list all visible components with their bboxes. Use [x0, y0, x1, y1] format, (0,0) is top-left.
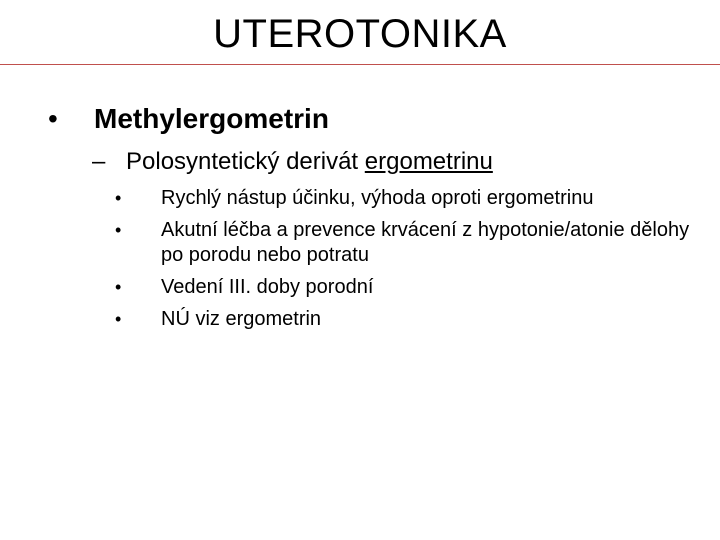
title-divider: [0, 64, 720, 65]
subheading-item: [92, 146, 493, 178]
list-item-text: Rychlý nástup účinku, výhoda oproti ergometrinu: [161, 187, 594, 209]
bullet-icon: •: [115, 309, 122, 329]
subheading-text: Polosyntetický derivát: [126, 148, 365, 175]
bullet-icon: •: [115, 220, 122, 240]
bullet-icon: •: [115, 188, 122, 208]
list-item-text: Vedení III. doby porodní: [161, 276, 374, 298]
bullet-icon: •: [115, 277, 122, 297]
bullet-icon: •: [48, 103, 58, 134]
list-item-text: NÚ viz ergometrin: [161, 308, 322, 330]
slide-title: UTEROTONIKA: [213, 12, 507, 56]
list-item: [112, 307, 712, 332]
subheading-link[interactable]: ergometrinu: [364, 148, 493, 175]
dash-bullet-icon: –: [92, 148, 106, 175]
heading-bullet-item: [48, 100, 329, 138]
detail-list: [112, 186, 712, 339]
list-item: [112, 275, 712, 300]
list-item: [112, 186, 712, 211]
list-item-text: Akutní léčba a prevence krvácení z hypotonie/atonie dělohy po porodu nebo potratu: [161, 219, 690, 266]
list-item: [112, 218, 712, 268]
heading-text: Methylergometrin: [94, 103, 329, 134]
